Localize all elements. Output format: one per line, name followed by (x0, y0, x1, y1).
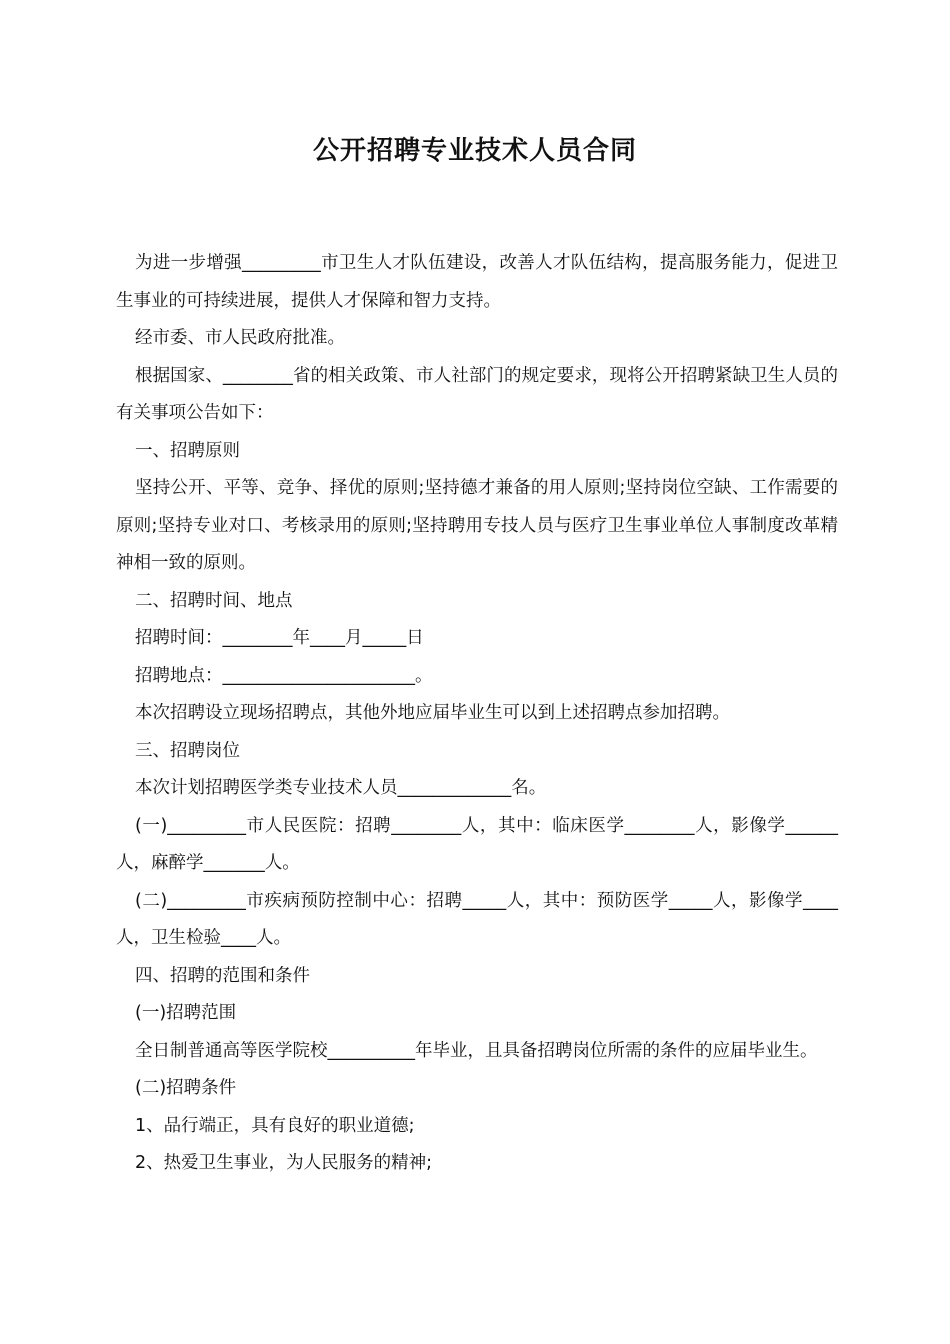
section-heading-positions: 三、招聘岗位 (135, 740, 240, 761)
paragraph-recruit-place: 招聘地点：______________________。 (135, 665, 433, 686)
paragraph-hospital: (一)_________市人民医院：招聘________人，其中：临床医学________人，影像学______人，麻醉学_______人。 (116, 815, 838, 873)
paragraph-cdc: (二)_________市疾病预防控制中心：招聘_____人，其中：预防医学_____人，影像学____人，卫生检验____人。 (116, 890, 838, 948)
condition-item-1: 1、品行端正，具有良好的职业道德; (135, 1115, 415, 1136)
paragraph-plan: 本次计划招聘医学类专业技术人员_____________名。 (135, 778, 547, 798)
document-body (116, 245, 838, 1183)
section-heading-scope-conditions: 四、招聘的范围和条件 (135, 965, 310, 986)
section-heading-principles: 一、招聘原则 (135, 440, 240, 461)
subheading-conditions: (二)招聘条件 (135, 1078, 237, 1098)
paragraph-recruit-site: 本次招聘设立现场招聘点，其他外地应届毕业生可以到上述招聘点参加招聘。 (135, 703, 730, 723)
document-title: 公开招聘专业技术人员合同 (312, 136, 637, 166)
paragraph-basis: 根据国家、________省的相关政策、市人社部门的规定要求，现将公开招聘紧缺卫生人员的有关事项公告如下： (116, 365, 838, 423)
paragraph-intro: 为进一步增强_________市卫生人才队伍建设，改善人才队伍结构，提高服务能力，促进卫生事业的可持续进展，提供人才保障和智力支持。 (116, 253, 838, 311)
condition-item-2: 2、热爱卫生事业，为人民服务的精神; (135, 1153, 433, 1173)
paragraph-principles: 坚持公开、平等、竞争、择优的原则;坚持德才兼备的用人原则;坚持岗位空缺、工作需要的原则;坚持专业对口、考核录用的原则;坚持聘用专技人员与医疗卫生事业单位人事制度改革精神相一致的原则。 (116, 478, 838, 573)
section-heading-time-place: 二、招聘时间、地点 (135, 590, 293, 611)
paragraph-scope: 全日制普通高等医学院校__________年毕业，且具备招聘岗位所需的条件的应届毕业生。 (135, 1040, 818, 1061)
paragraph-approval: 经市委、市人民政府批准。 (135, 328, 345, 348)
paragraph-recruit-time: 招聘时间：________年____月_____日 (135, 628, 424, 648)
subheading-scope: (一)招聘范围 (135, 1003, 237, 1023)
